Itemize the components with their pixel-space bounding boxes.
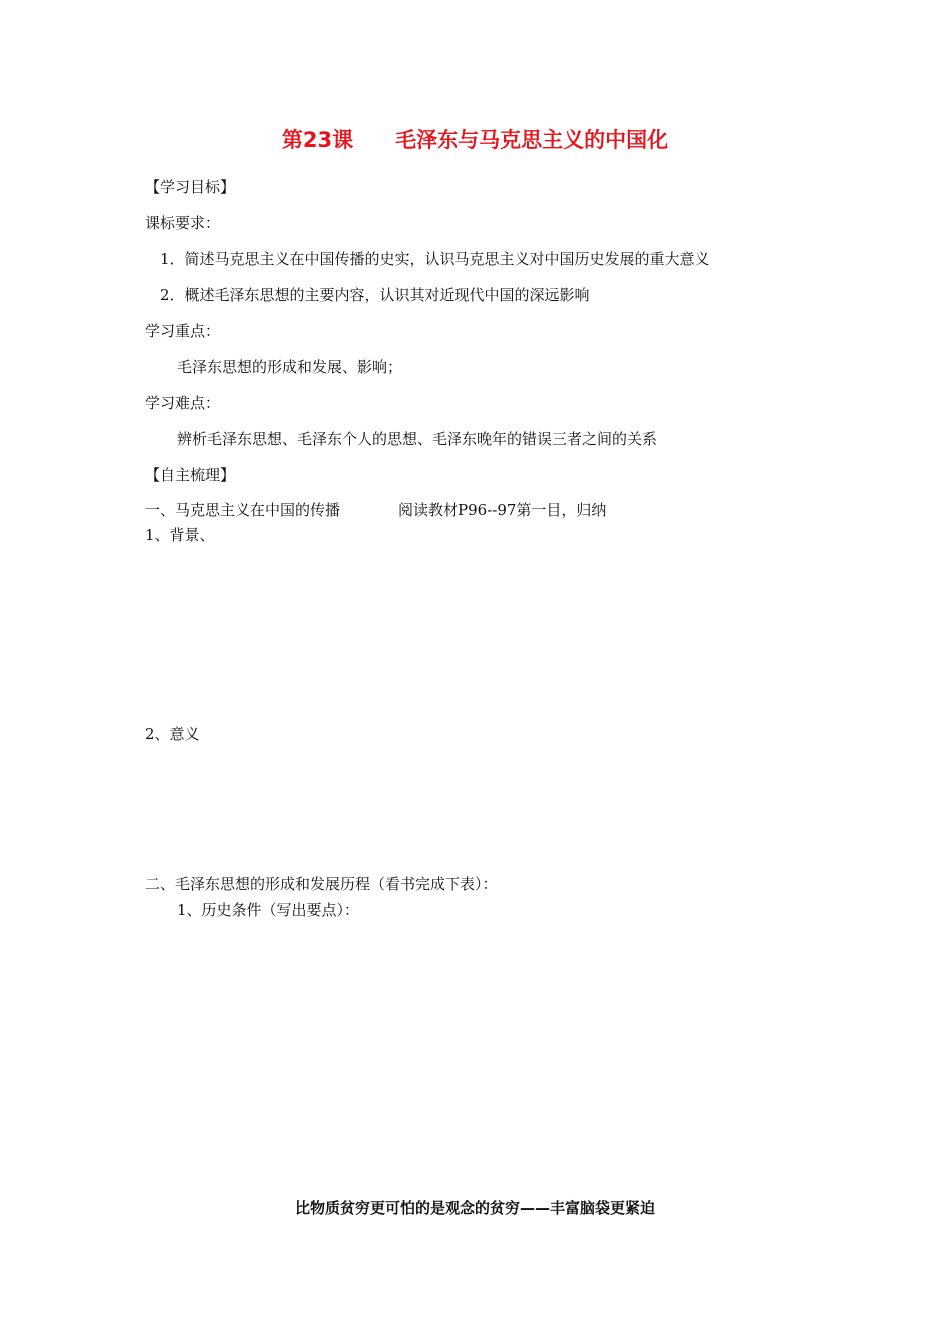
part1-item-background: 1、背景、 (145, 526, 215, 544)
lesson-title: 第23课 毛泽东与马克思主义的中国化 (281, 128, 669, 152)
part1-heading-row (145, 500, 606, 520)
section-learning-goals: 【学习目标】 (145, 178, 236, 196)
key-points-label: 学习重点： (145, 322, 221, 340)
part2-heading: 二、毛泽东思想的形成和发展历程（看书完成下表）： (145, 875, 498, 893)
curriculum-item-2: 2．概述毛泽东思想的主要内容，认识其对近现代中国的深远影响 (160, 286, 590, 304)
curriculum-label: 课标要求： (145, 214, 221, 232)
section-self-study: 【自主梳理】 (145, 466, 236, 484)
part1-item-significance: 2、意义 (145, 725, 200, 743)
part1-instruction: 阅读教材P96--97第一目，归纳 (398, 501, 607, 519)
part2-item-conditions: 1、历史条件（写出要点）： (177, 901, 360, 919)
key-points-text: 毛泽东思想的形成和发展、影响； (177, 358, 403, 376)
footer-motto: 比物质贫穷更可怕的是观念的贫穷——丰富脑袋更紧迫 (294, 1199, 655, 1217)
curriculum-item-1: 1．简述马克思主义在中国传播的史实，认识马克思主义对中国历史发展的重大意义 (160, 250, 710, 268)
part1-heading: 一、马克思主义在中国的传播 (145, 501, 341, 519)
difficulty-text: 辨析毛泽东思想、毛泽东个人的思想、毛泽东晚年的错误三者之间的关系 (177, 430, 658, 448)
difficulty-label: 学习难点： (145, 394, 221, 412)
